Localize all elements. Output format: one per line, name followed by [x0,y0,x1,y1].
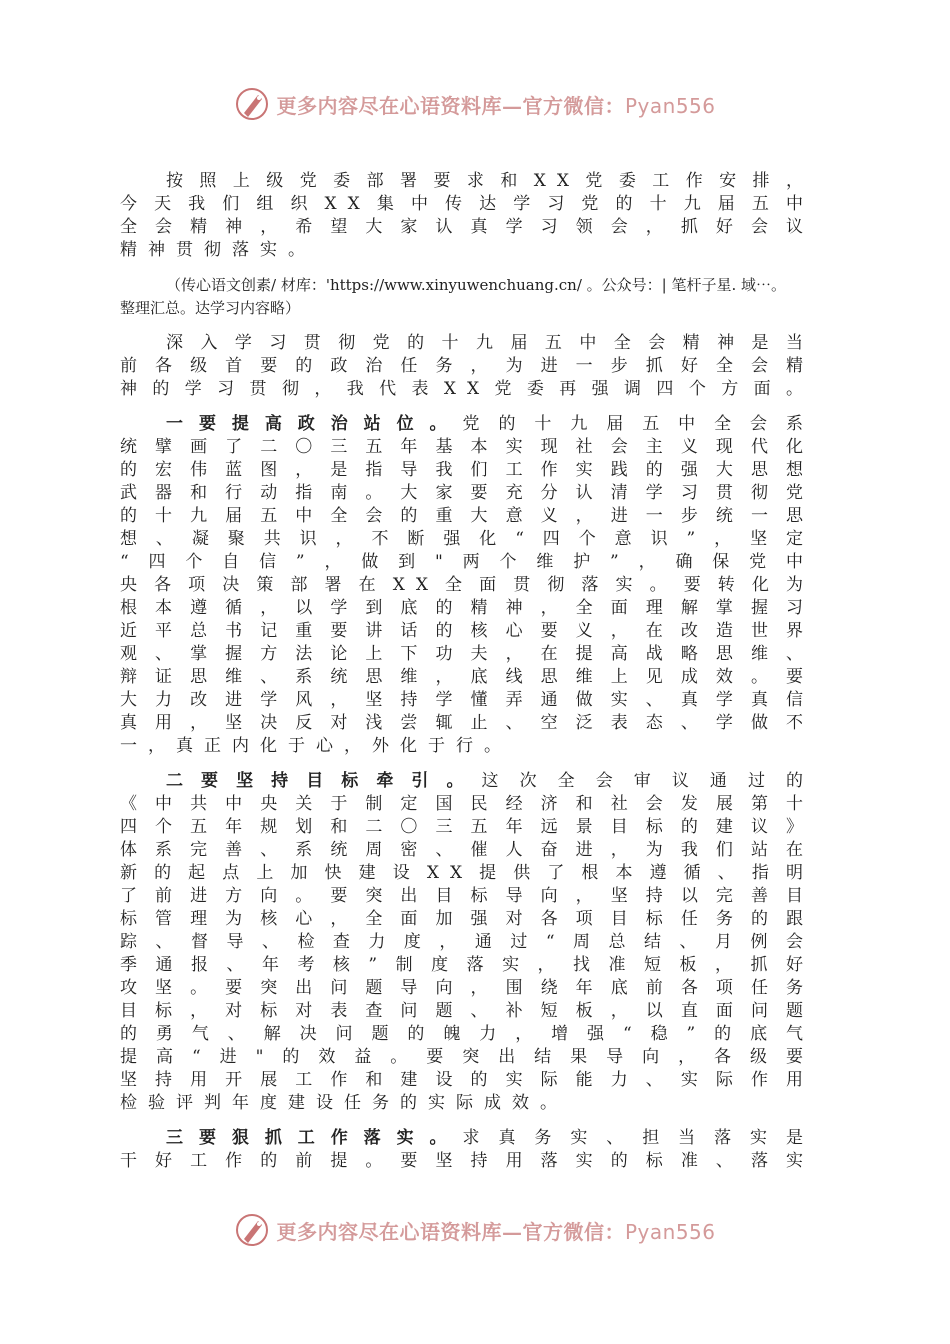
text-line: 的勇气、解决问题的魄力，增强“稳”的底气 [120,1024,814,1044]
text-line: 精神贯彻落实。 [120,240,316,260]
text-line: （传心语文创素/ 材库：'https://www.xinyuwenchuang.cn/ 。公众号：| 笔杆子星. 域⋯。 [166,276,786,294]
section-first-line [120,1127,814,1150]
text-line: 四个五年规划和二〇三五年远景目标的建议》 [120,817,814,837]
text-line: 踪、督导、检查力度，通过“周总结、月例会 [120,932,814,952]
section-heading: 三要狠抓工作落实。 [166,1128,463,1148]
text-line: 整理汇总。达学习内容略） [120,299,301,317]
header-banner [0,84,950,124]
text-line: 前各级首要的政治任务，为进一步抓好全会精 [120,356,814,376]
section-2 [120,770,814,1115]
text-run: 求真务实、担当落实是 [462,1128,814,1148]
text-line: 《中共中央关于制定国民经济和社会发展第十 [120,794,814,814]
text-line: 按照上级党委部署要求和XX党委工作安排， [166,171,814,191]
text-line: 根本遵循，以学到底的精神，全面理解掌握习 [120,598,814,618]
text-line: 目标，对标对表查问题、补短板，以直面问题 [120,1001,814,1021]
text-line: 一，真正内化于心，外化于行。 [120,736,512,756]
document-body [120,170,814,1173]
text-line: 近平总书记重要讲话的核心要义，在改造世界 [120,621,814,641]
text-line: 全会精神，希望大家认真学习领会，抓好会议 [120,217,814,237]
text-line: 坚持用开展工作和建设的实际能力、实际作用 [120,1070,814,1090]
text-line: 的十九届五中全会的重大意义，进一步统一思 [120,506,814,526]
banner-text: 更多内容尽在心语资料库—官方微信：Pyan556 [276,1219,716,1244]
text-line: 体系完善、系统周密、催人奋进，为我们站在 [120,840,814,860]
text-line: 的宏伟蓝图，是指导我们工作实践的强大思想 [120,460,814,480]
paragraph-preface [120,332,814,401]
pen-nib-icon [234,1212,270,1248]
footer-banner [0,1210,950,1250]
section-3 [120,1127,814,1173]
text-line: 辩证思维、系统思维，底线思维上见成效。要 [120,667,814,687]
text-line: 想、凝聚共识，不断强化“四个意识”，坚定 [120,529,814,549]
text-line: 观、掌握方法论上下功夫，在提高战略思维、 [120,644,814,664]
text-line: 了前进方向。要突出目标导向，坚持以完善目 [120,886,814,906]
text-line: 统擘画了二〇三五年基本实现社会主义现代化 [120,437,814,457]
pen-nib-icon [234,86,270,122]
text-line: 攻坚。要突出问题导向，围绕年底前各项任务 [120,978,814,998]
section-heading: 一要提高政治站位。 [166,414,463,434]
text-line: “四个自信”，做到"两个维护”，确保党中 [120,552,814,572]
text-line: 新的起点上加快建设XX提供了根本遵循、指明 [120,863,814,883]
section-heading: 二要坚持目标牵引。 [166,771,482,791]
text-run: 党的十九届五中全会系 [462,414,814,434]
text-line: 真用，坚决反对浅尝辄止、空泛表态、学做不 [120,713,814,733]
text-line: 武器和行动指南。大家要充分认清学习贯彻党 [120,483,814,503]
text-line: 今天我们组织XX集中传达学习党的十九届五中 [120,194,814,214]
banner-text: 更多内容尽在心语资料库—官方微信：Pyan556 [276,93,716,118]
text-line: 深入学习贯彻党的十九届五中全会精神是当 [166,333,814,353]
text-line: 检验评判年度建设任务的实际成效。 [120,1093,568,1113]
paragraph-intro [120,170,814,262]
text-line: 季通报、年考核”制度落实，找准短板，抓好 [120,955,814,975]
text-run: 这次全会审议通过的 [481,771,815,791]
text-line: 神的学习贯彻，我代表XX党委再强调四个方面。 [120,379,814,399]
text-line: 央各项决策部署在XX全面贯彻落实。要转化为 [120,575,814,595]
source-note [120,274,814,320]
text-line: 干好工作的前提。要坚持用落实的标准、落实 [120,1151,814,1171]
section-first-line [120,770,814,793]
text-line: 大力改进学风，坚持学懂弄通做实、真学真信 [120,690,814,710]
text-line: 提高“进"的效益。要突出结果导向，各级要 [120,1047,814,1067]
text-line: 标管理为核心，全面加强对各项目标任务的跟 [120,909,814,929]
section-1 [120,413,814,758]
section-first-line [120,413,814,436]
